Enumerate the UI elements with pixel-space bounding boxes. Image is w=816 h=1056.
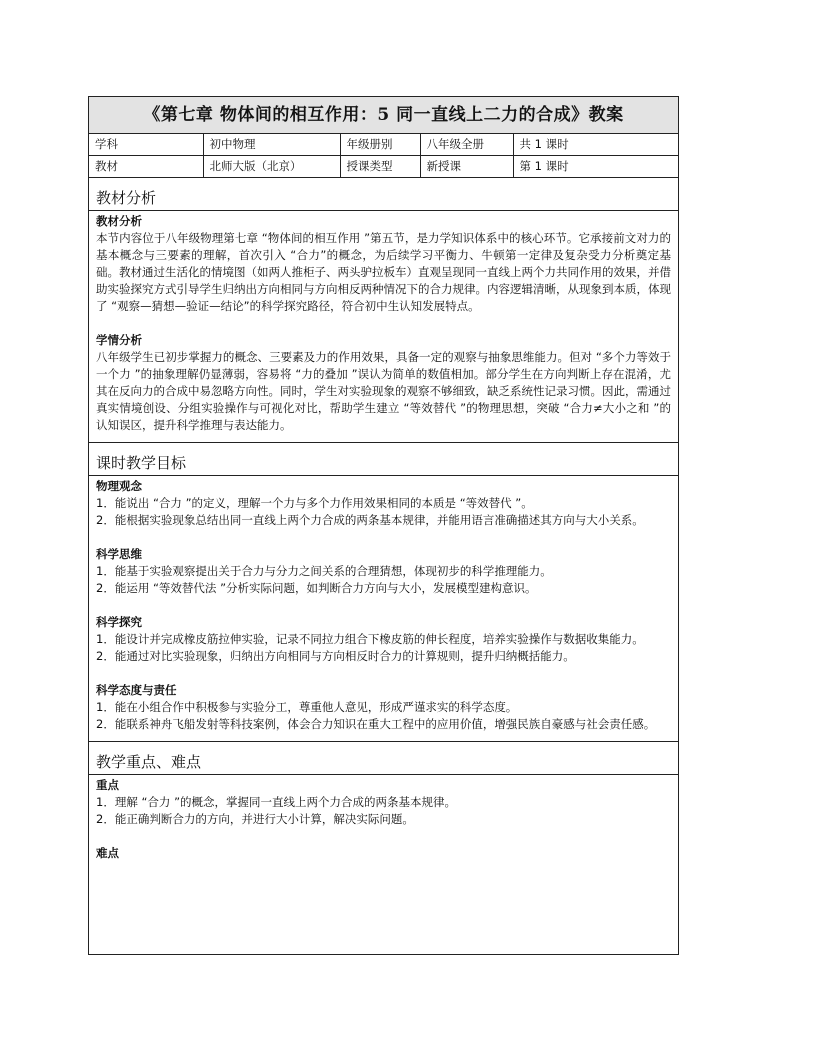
goals-section bbox=[89, 443, 678, 742]
lesson-type-label: 授课类型 bbox=[340, 156, 420, 178]
key-points-section bbox=[89, 742, 678, 870]
goal-item: 1．能在小组合作中积极参与实验分工，尊重他人意见，形成严谨求实的科学态度。 bbox=[96, 700, 518, 714]
goal-group-title: 物理观念 bbox=[96, 479, 142, 493]
lesson-plan-document bbox=[88, 96, 679, 955]
analysis-section bbox=[89, 178, 678, 443]
textbook-analysis-text: 本节内容位于八年级物理第七章 “物体间的相互作用 ”第五节，是力学知识体系中的核心环节。它承接前文对力的基本概念与三要素的理解，首次引入 “合力”的概念，为后续学习平衡力、牛顿第一定律及复杂受力分析奠定基础。教材通过生活化的情境图（如两人推柜子、两头驴拉板车）直观呈现同一直线上两个力共同作用的效果，并借助实验探究方式引导学生归纳出方向相同与方向相反两种情况下的合力规律。内容逻辑清晰，从现象到本质，体现了 “观察—猜想—验证—结论”的科学探究路径，符合初中生认知发展特点。 bbox=[96, 231, 671, 313]
goal-item: 1．能说出 “合力 ”的定义，理解一个力与多个力作用效果相同的本质是 “等效替代 ”。 bbox=[96, 496, 533, 510]
goal-item: 2．能根据实验现象总结出同一直线上两个力合成的两条基本规律，并能用语言准确描述其方向与大小关系。 bbox=[96, 513, 644, 527]
subject-label: 学科 bbox=[89, 134, 203, 156]
grade-value: 八年级全册 bbox=[420, 134, 513, 156]
lesson-type-value: 新授课 bbox=[420, 156, 513, 178]
focus-title: 重点 bbox=[96, 778, 119, 792]
goal-item: 2．能运用 “等效替代法 ”分析实际问题，如判断合力方向与大小，发展模型建构意识。 bbox=[96, 581, 537, 595]
goal-item: 2．能联系神舟飞船发射等科技案例，体会合力知识在重大工程中的应用价值，增强民族自豪感与社会责任感。 bbox=[96, 717, 656, 731]
grade-label: 年级册别 bbox=[340, 134, 420, 156]
student-analysis-text: 八年级学生已初步掌握力的概念、三要素及力的作用效果，具备一定的观察与抽象思维能力。但对 “多个力等效于一个力 ”的抽象理解仍显薄弱，容易将 “力的叠加 ”误认为简单的数值相加。部分学生在方向判断上存在混淆，尤其在反向力的合成中易忽略方向性。同时，学生对实验现象的观察不够细致，缺乏系统性记录习惯。因此，需通过真实情境创设、分组实验操作与可视化对比，帮助学生建立 “等效替代 ”的物理思想，突破 “合力≠大小之和 ”的认知误区，提升科学推理与表达能力。 bbox=[96, 350, 671, 432]
goal-item: 1．能设计并完成橡皮筋拉伸实验，记录不同拉力组合下橡皮筋的伸长程度，培养实验操作与数据收集能力。 bbox=[96, 632, 644, 646]
info-row-2 bbox=[89, 156, 678, 178]
info-row-1 bbox=[89, 134, 678, 156]
goal-item: 2．能通过对比实验现象，归纳出方向相同与方向相反时合力的计算规则，提升归纳概括能力。 bbox=[96, 649, 575, 663]
textbook-analysis-title: 教材分析 bbox=[96, 214, 142, 228]
goal-group-title: 科学态度与责任 bbox=[96, 683, 177, 697]
info-table bbox=[89, 134, 678, 178]
analysis-heading: 教材分析 bbox=[89, 186, 678, 211]
textbook-value: 北师大版（北京） bbox=[203, 156, 340, 178]
goal-item: 1．能基于实验观察提出关于合力与分力之间关系的合理猜想，体现初步的科学推理能力。 bbox=[96, 564, 552, 578]
total-periods: 共 1 课时 bbox=[513, 134, 678, 156]
focus-item: 2．能正确判断合力的方向，并进行大小计算，解决实际问题。 bbox=[96, 812, 414, 826]
current-period: 第 1 课时 bbox=[513, 156, 678, 178]
goals-heading: 课时教学目标 bbox=[89, 451, 678, 476]
student-analysis-title: 学情分析 bbox=[96, 333, 142, 347]
goal-group-title: 科学探究 bbox=[96, 615, 142, 629]
difficulty-title: 难点 bbox=[96, 846, 119, 860]
focus-item: 1．理解 “合力 ”的概念，掌握同一直线上两个力合成的两条基本规律。 bbox=[96, 795, 457, 809]
key-points-heading: 教学重点、难点 bbox=[89, 750, 678, 775]
subject-value: 初中物理 bbox=[203, 134, 340, 156]
textbook-label: 教材 bbox=[89, 156, 203, 178]
goal-group-title: 科学思维 bbox=[96, 547, 142, 561]
document-title: 《第七章 物体间的相互作用：5 同一直线上二力的合成》教案 bbox=[89, 97, 678, 134]
